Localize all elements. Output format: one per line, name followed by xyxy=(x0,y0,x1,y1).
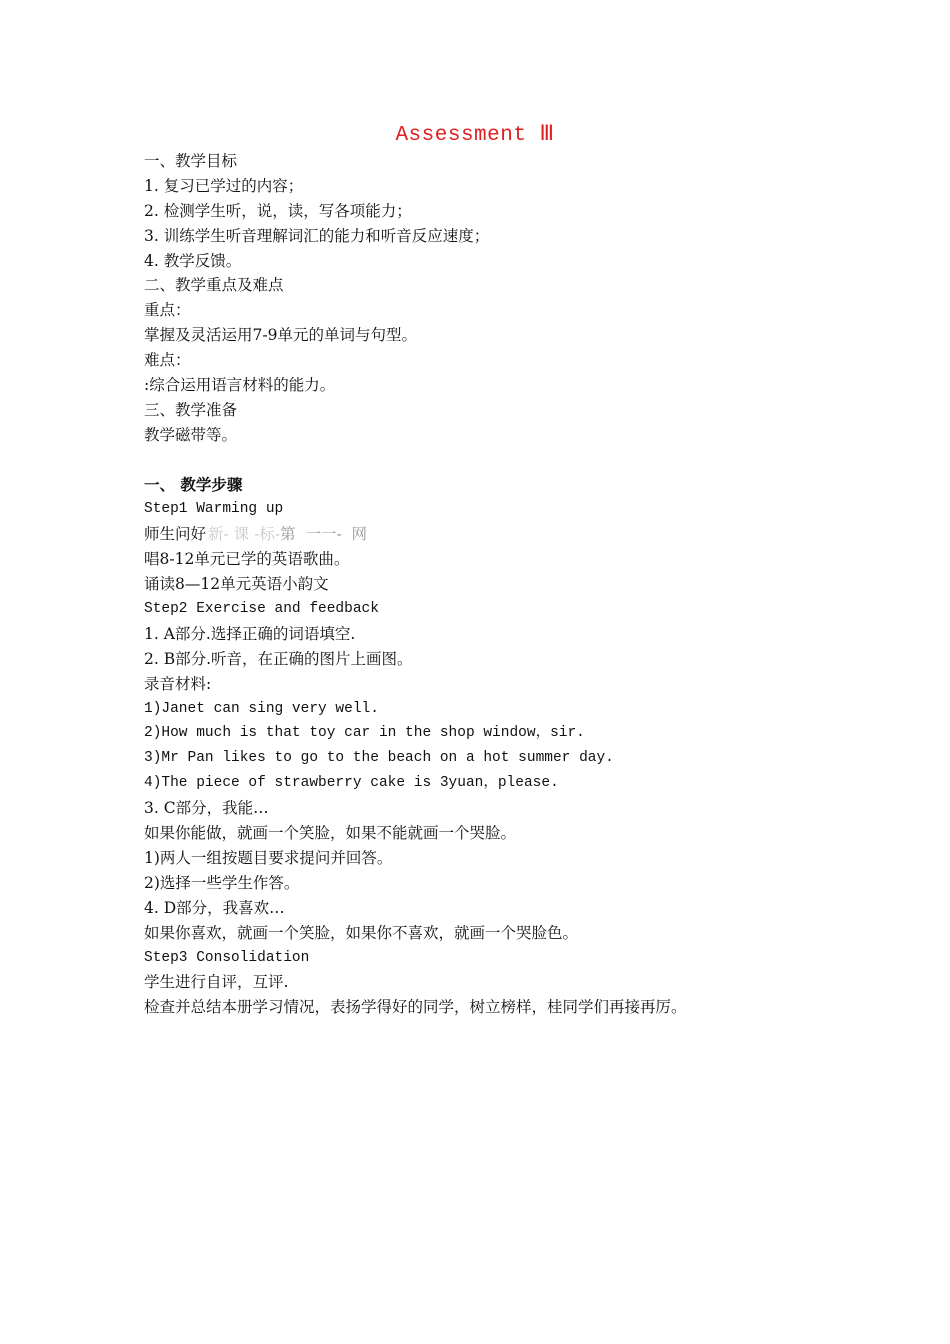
document-title: Assessment Ⅲ xyxy=(395,124,555,147)
step-heading: Step1 Warming up xyxy=(144,501,284,518)
subheading: 重点： xyxy=(144,301,191,320)
list-item: 3. C部分，我能… xyxy=(144,799,269,818)
list-item: 2)How much is that toy car in the shop window，sir. xyxy=(144,725,585,742)
paragraph: :综合运用语言材料的能力。 xyxy=(144,376,336,395)
blank-line xyxy=(144,448,844,473)
list-item: 3)Mr Pan likes to go to the beach on a hot summer day. xyxy=(144,750,614,767)
paragraph: 教学磁带等。 xyxy=(144,425,238,444)
list-item: 4)The piece of strawberry cake is 3yuan，please. xyxy=(144,775,559,792)
paragraph-with-watermark xyxy=(144,522,844,547)
list-item: 4. 教学反馈。 xyxy=(144,251,242,270)
paragraph-text: 师生问好 xyxy=(144,525,207,544)
document-body xyxy=(144,149,844,1020)
step-heading: Step2 Exercise and feedback xyxy=(144,601,379,618)
paragraph: 如果你能做，就画一个笑脸，如果不能就画一个哭脸。 xyxy=(144,824,517,843)
list-item: 2)选择一些学生作答。 xyxy=(144,873,300,892)
paragraph: 如果你喜欢，就画一个笑脸，如果你不喜欢，就画一个哭脸色。 xyxy=(144,923,579,942)
list-item: 1)Janet can sing very well. xyxy=(144,700,379,717)
list-item: 4. D部分，我喜欢… xyxy=(144,898,285,917)
list-item: 3. 训练学生听音理解词汇的能力和听音反应速度； xyxy=(144,226,490,245)
paragraph: 学生进行自评，互评. xyxy=(144,973,289,992)
paragraph: 录音材料: xyxy=(144,674,212,693)
step-heading: Step3 Consolidation xyxy=(144,949,310,966)
list-item: 2. 检测学生听，说，读，写各项能力； xyxy=(144,201,412,220)
section-heading: 三、教学准备 xyxy=(144,400,238,419)
paragraph: 掌握及灵活运用7-9单元的单词与句型。 xyxy=(144,326,417,345)
list-item: 1)两人一组按题目要求提问并回答。 xyxy=(144,848,393,867)
section-heading: 一、教学目标 xyxy=(144,152,238,170)
list-item: 1. 复习已学过的内容； xyxy=(144,176,304,195)
section-heading: 一、 教学步骤 xyxy=(144,474,243,494)
list-item: 2. B部分.听音，在正确的图片上画图。 xyxy=(144,649,413,668)
watermark-text: 第 一一- 网 xyxy=(280,525,368,544)
watermark-text: 新- 课 -标- xyxy=(208,525,281,544)
subheading: 难点： xyxy=(144,351,191,370)
section-heading: 二、教学重点及难点 xyxy=(144,276,284,295)
list-item: 1. A部分.选择正确的词语填空. xyxy=(144,624,356,643)
paragraph: 诵读8—12单元英语小韵文 xyxy=(144,575,329,594)
paragraph: 唱8-12单元已学的英语歌曲。 xyxy=(144,550,350,569)
paragraph: 检查并总结本册学习情况，表扬学得好的同学，树立榜样，桂同学们再接再厉。 xyxy=(144,998,687,1017)
